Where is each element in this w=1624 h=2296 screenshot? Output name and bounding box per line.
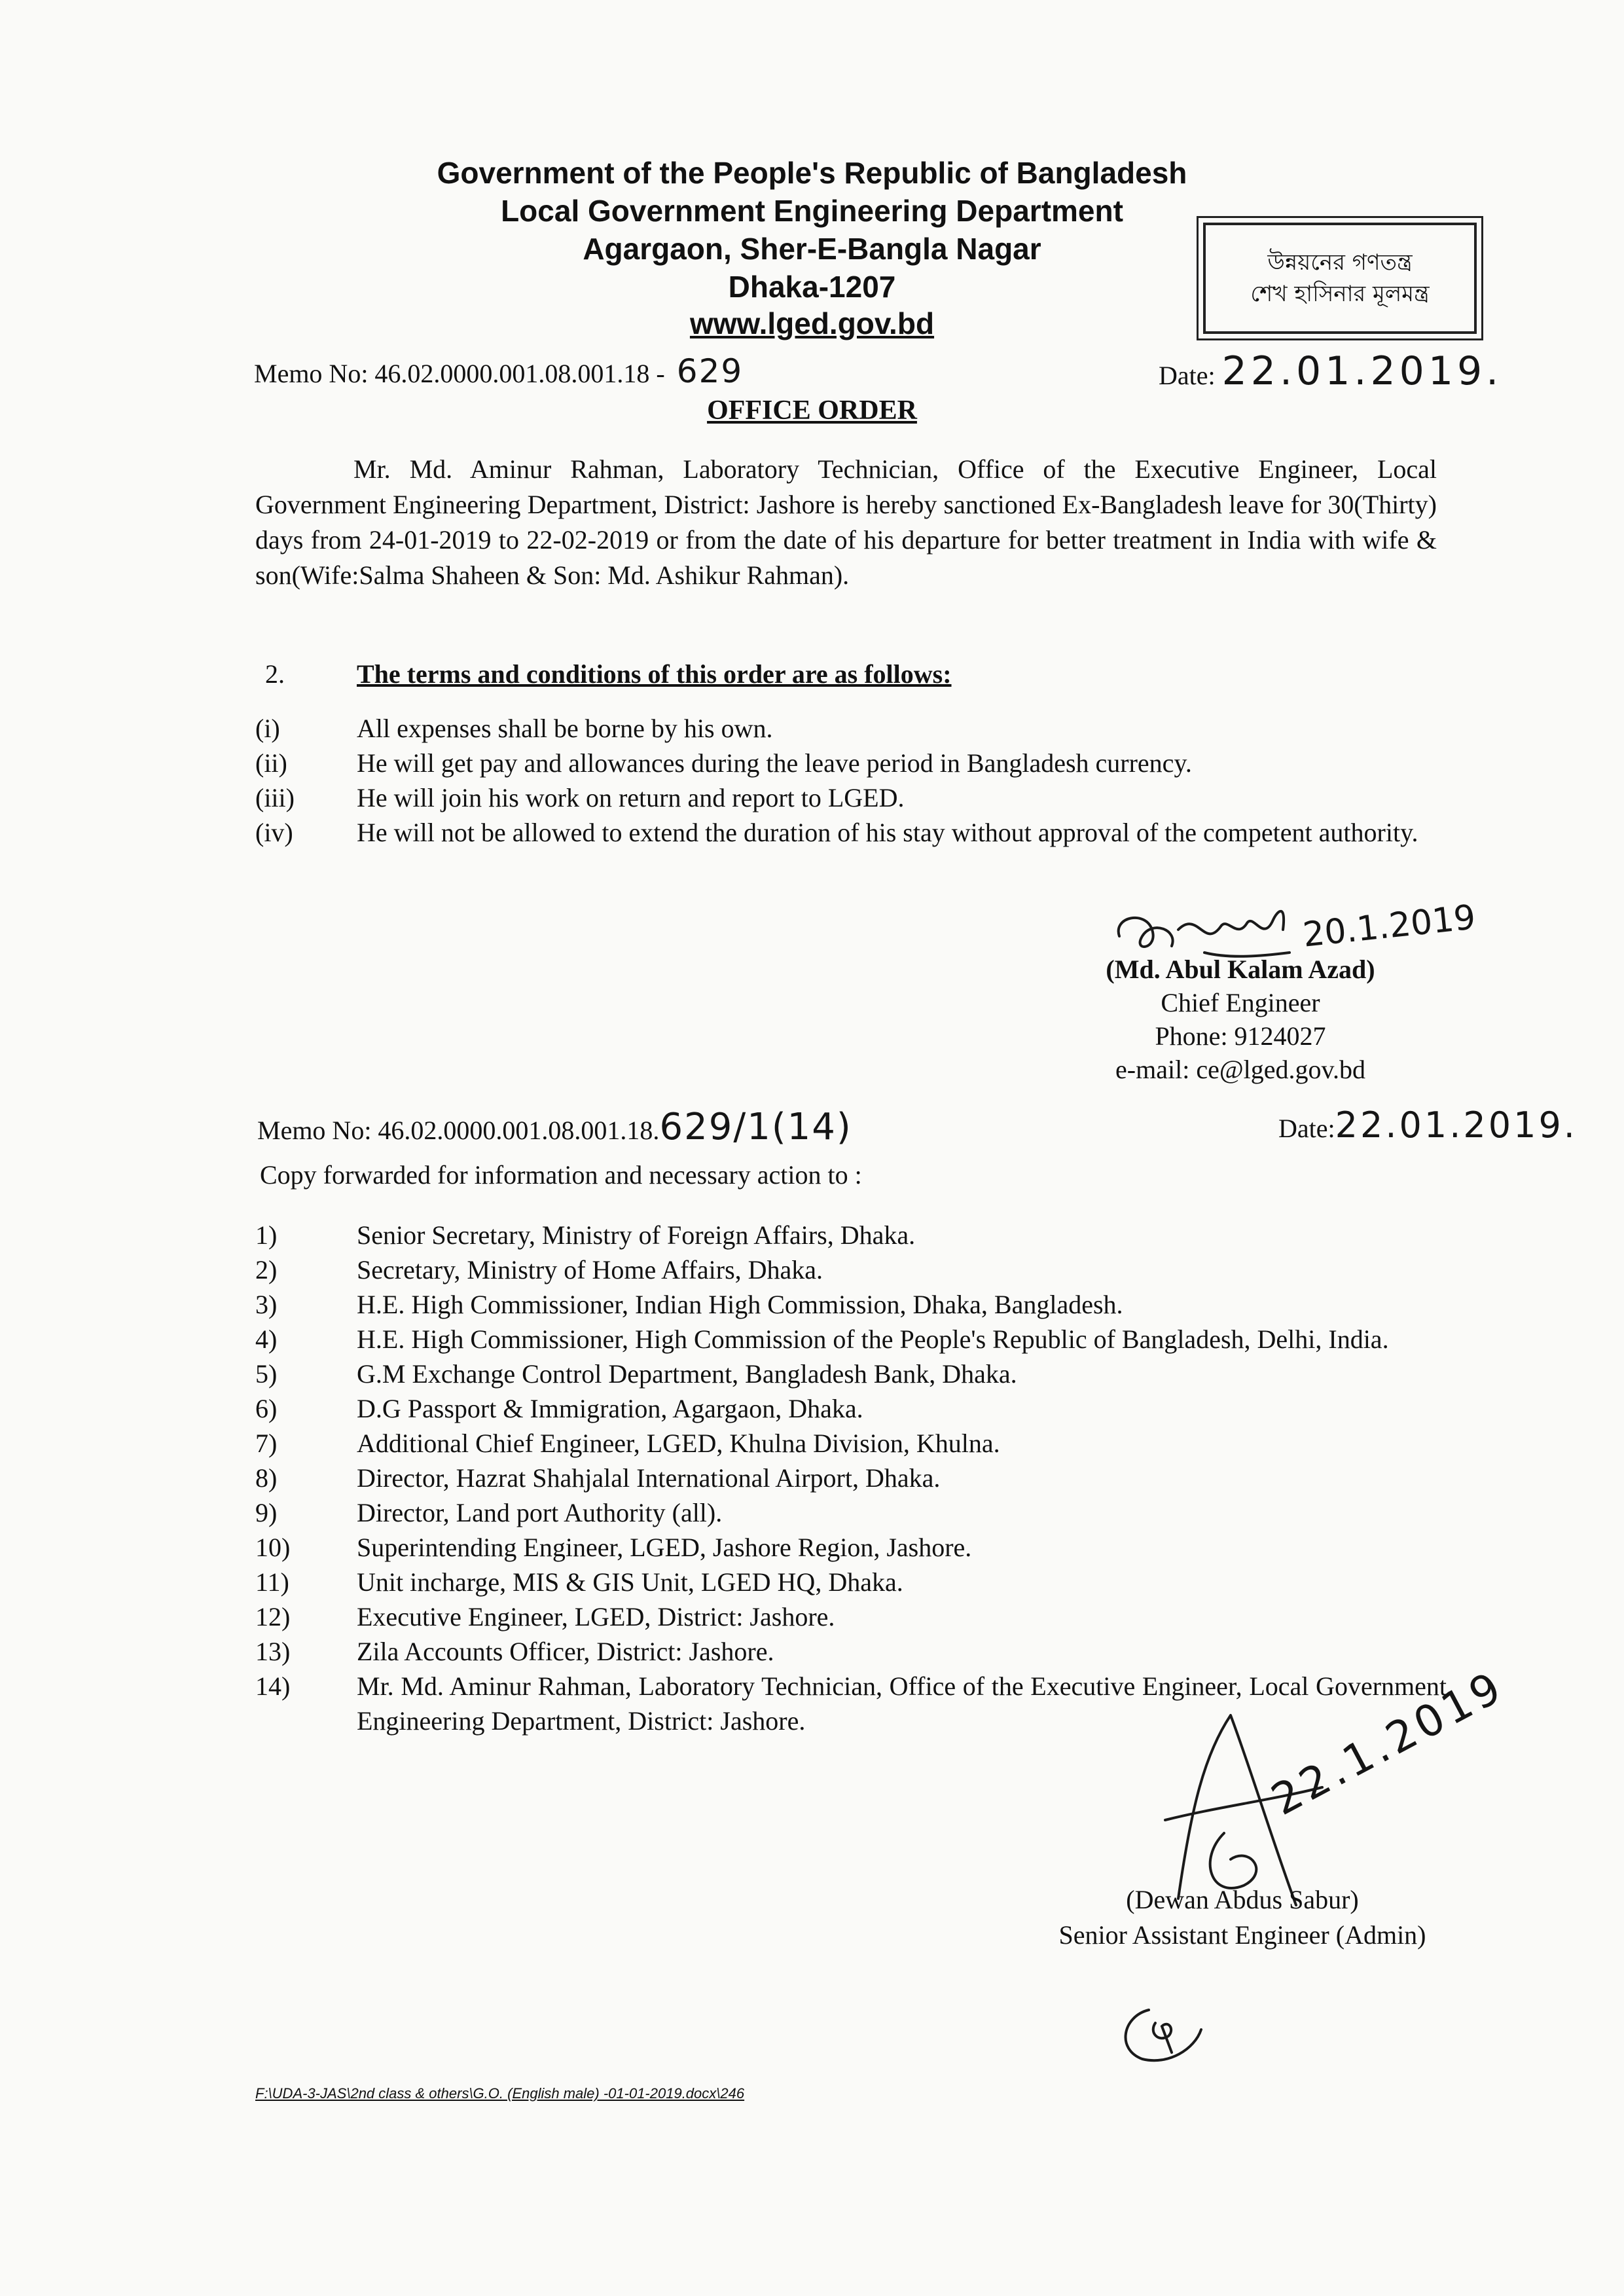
signatory-2-designation: Senior Assistant Engineer (Admin) — [1058, 1920, 1426, 1950]
condition-item — [255, 815, 1447, 850]
recipient-number: 4) — [255, 1324, 278, 1354]
signatory-2-name: (Dewan Abdus Sabur) — [1126, 1885, 1359, 1914]
recipient-item — [255, 1599, 1447, 1634]
memo-number-2-label: Memo No: 46.02.0000.001.08.001.18. — [257, 1116, 660, 1145]
recipient-number: 10) — [255, 1533, 291, 1562]
recipient-number: 7) — [255, 1429, 278, 1458]
recipient-number: 11) — [255, 1567, 289, 1597]
memo-number-1-handwritten: 629 — [676, 352, 744, 390]
signatory-1-phone: Phone: 9124027 — [1155, 1021, 1326, 1051]
memo-number-1 — [254, 354, 743, 392]
memo-date-2-handwritten: 22.01.2019. — [1335, 1104, 1578, 1146]
recipient-number: 9) — [255, 1498, 278, 1527]
signatory-1-name: (Md. Abul Kalam Azad) — [1106, 955, 1375, 984]
motto-line-2: শেখ হাসিনার মূলমন্ত্র — [1250, 281, 1430, 307]
motto-line-1: উন্নয়নের গণতন্ত্র — [1267, 249, 1413, 276]
recipient-number: 1) — [255, 1220, 278, 1250]
recipient-text: Additional Chief Engineer, LGED, Khulna Division, Khulna. — [357, 1429, 1000, 1458]
recipient-text: Senior Secretary, Ministry of Foreign Affairs, Dhaka. — [357, 1220, 916, 1250]
office-order-title: OFFICE ORDER — [707, 395, 917, 426]
memo-date-1-handwritten: 22.01.2019. — [1221, 348, 1503, 394]
memo-date-2-label: Date: — [1278, 1114, 1335, 1143]
recipient-text: Director, Land port Authority (all). — [357, 1498, 723, 1527]
header-line-government: Government of the People's Republic of Bangladesh — [437, 156, 1187, 190]
recipient-number: 2) — [255, 1255, 278, 1285]
signatory-1-designation: Chief Engineer — [1161, 988, 1320, 1017]
recipient-text: Unit incharge, MIS & GIS Unit, LGED HQ, Dhaka. — [357, 1567, 903, 1597]
memo-date-1 — [1159, 348, 1503, 394]
recipient-text: G.M Exchange Control Department, Bangladesh Bank, Dhaka. — [357, 1359, 1017, 1389]
signatory-1-email: e-mail: ce@lged.gov.bd — [1115, 1055, 1365, 1084]
memo-number-2-handwritten: 629/1(14) — [659, 1106, 852, 1148]
memo-number-1-label: Memo No: 46.02.0000.001.08.001.18 - — [254, 359, 665, 388]
condition-text: He will get pay and allowances during the leave period in Bangladesh currency. — [357, 748, 1192, 778]
header-line-city: Dhaka-1207 — [728, 270, 896, 304]
footer-file-path: F:\UDA-3-JAS\2nd class & others\G.O. (English male) -01-01-2019.docx\246 — [255, 2085, 745, 2102]
initial-mark — [1110, 1997, 1208, 2069]
signature-date-1: 20.1.2019 — [1301, 898, 1478, 955]
recipient-text: D.G Passport & Immigration, Agargaon, Dhaka. — [357, 1394, 863, 1423]
condition-item — [255, 711, 1447, 746]
condition-text: He will join his work on return and report to LGED. — [357, 783, 905, 812]
recipient-item — [255, 1461, 1447, 1495]
recipient-text: Zila Accounts Officer, District: Jashore. — [357, 1637, 774, 1666]
condition-text: He will not be allowed to extend the duration of his stay without approval of the competent authority. — [357, 818, 1418, 847]
header-line-address: Agargaon, Sher-E-Bangla Nagar — [583, 232, 1041, 266]
recipient-text: Executive Engineer, LGED, District: Jashore. — [357, 1602, 835, 1631]
motto-box — [1203, 223, 1477, 334]
header-website-link[interactable]: www.lged.gov.bd — [689, 306, 935, 340]
recipient-text: Superintending Engineer, LGED, Jashore Region, Jashore. — [357, 1533, 972, 1562]
recipient-number: 12) — [255, 1602, 291, 1631]
terms-heading-text: The terms and conditions of this order are as follows: — [357, 659, 952, 689]
recipient-number: 6) — [255, 1394, 278, 1423]
memo-number-2 — [257, 1106, 852, 1148]
recipient-item — [255, 1357, 1447, 1391]
recipients-list — [255, 1218, 1447, 1738]
recipient-item — [255, 1530, 1447, 1565]
condition-item — [255, 780, 1447, 815]
memo-date-1-label: Date: — [1159, 361, 1216, 390]
condition-number: (ii) — [255, 748, 287, 778]
recipient-text: Secretary, Ministry of Home Affairs, Dhaka. — [357, 1255, 823, 1285]
recipient-item — [255, 1218, 1447, 1252]
recipient-item — [255, 1426, 1447, 1461]
recipient-text: H.E. High Commissioner, High Commission of the People's Republic of Bangladesh, Delhi, India. — [357, 1324, 1389, 1354]
memo-date-2 — [1278, 1104, 1578, 1146]
condition-number: (i) — [255, 714, 280, 743]
recipient-number: 14) — [255, 1671, 291, 1701]
condition-text: All expenses shall be borne by his own. — [357, 714, 773, 743]
recipient-number: 8) — [255, 1463, 278, 1493]
conditions-list — [255, 711, 1447, 850]
header-line-department: Local Government Engineering Department — [501, 194, 1123, 228]
copy-forwarded-line: Copy forwarded for information and necessary action to : — [260, 1160, 862, 1190]
recipient-item — [255, 1322, 1447, 1357]
recipient-item — [255, 1565, 1447, 1599]
signatory-2-block — [1007, 1882, 1478, 1953]
recipient-item — [255, 1287, 1447, 1322]
order-paragraph: Mr. Md. Aminur Rahman, Laboratory Technician, Office of the Executive Engineer, Local Government Engineering Department, District: Jashore is hereby sanctioned Ex-Bangladesh leave for 30(Thirty) days from 24-01-2019 to 22-02-2019 or from the date of his departure for better treatment in India with wife & son(Wife:Salma Shaheen & Son: Md. Ashikur Rahman). — [255, 454, 1437, 590]
recipient-number: 5) — [255, 1359, 278, 1389]
recipient-number: 3) — [255, 1290, 278, 1319]
recipient-text: Mr. Md. Aminur Rahman, Laboratory Technician, Office of the Executive Engineer, Local Government Engineering Department, District: Jashore. — [357, 1671, 1447, 1736]
condition-number: (iv) — [255, 818, 293, 847]
recipient-item — [255, 1495, 1447, 1530]
recipient-item — [255, 1252, 1447, 1287]
signature-date-2: 22.1.2019 — [1263, 1660, 1513, 1825]
recipient-number: 13) — [255, 1637, 291, 1666]
condition-item — [255, 746, 1447, 780]
terms-number: 2. — [265, 659, 285, 689]
recipient-item — [255, 1634, 1447, 1669]
recipient-item — [255, 1391, 1447, 1426]
condition-number: (iii) — [255, 783, 295, 812]
signatory-1-block — [1011, 953, 1470, 1086]
recipient-text: Director, Hazrat Shahjalal International Airport, Dhaka. — [357, 1463, 941, 1493]
recipient-text: H.E. High Commissioner, Indian High Commission, Dhaka, Bangladesh. — [357, 1290, 1123, 1319]
